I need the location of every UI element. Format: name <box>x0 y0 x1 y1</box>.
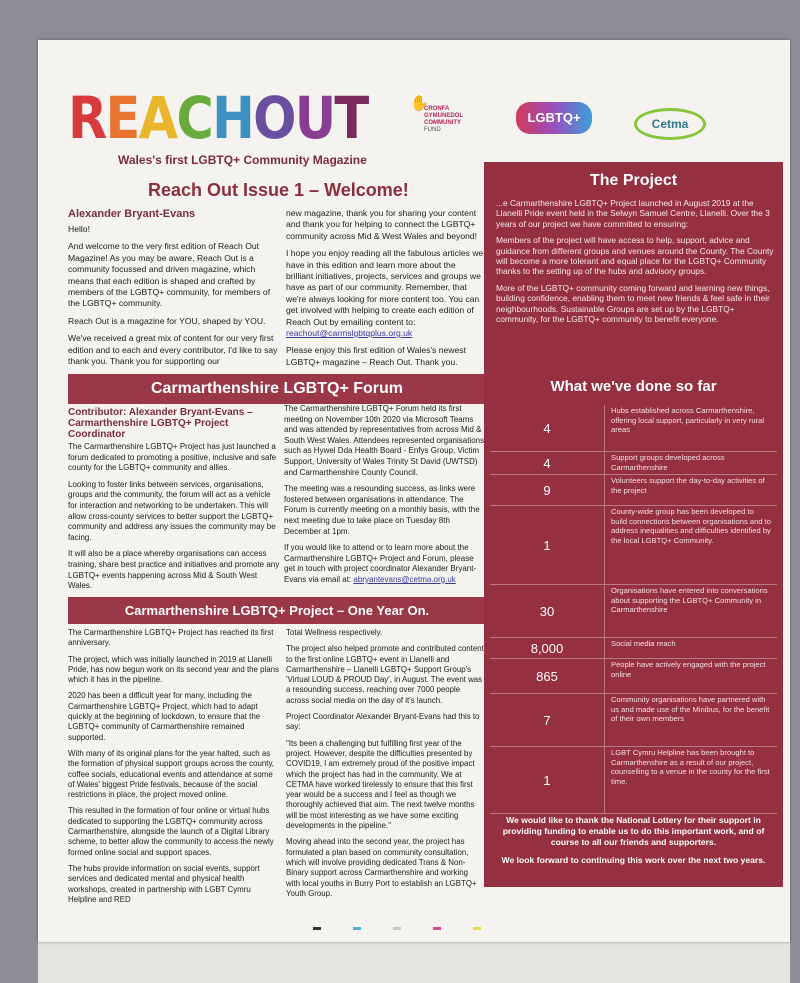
stat-row <box>490 405 777 452</box>
sidebar-title: The Project <box>589 172 678 189</box>
tagline: Wales's first LGBTQ+ Community Magazine <box>118 153 367 167</box>
print-registration-mark <box>353 927 361 930</box>
masthead-logo <box>68 86 367 150</box>
stat-description: Hubs established across Carmarthenshire, offering local support, particularly in very rural areas <box>611 406 765 435</box>
stat-row <box>490 506 777 585</box>
welcome-byline: Alexander Bryant-Evans <box>68 208 196 220</box>
stat-value: 30 <box>490 585 605 637</box>
welcome-column-1: Hello! And welcome to the very first edition of Reach Out Magazine! As you may be aware, Reach Out is a community focussed and driven magazine, which means that each edition is shaped and crafted by members of the LGBTQ+ community, for members of the LGBTQ+ community. Reach Out is a magazine for YOU, shaped by YOU. We've received a great mix of content for our very first edition and to each and every contributor, I'd like to say thank you. Thank you for supporting our <box>68 224 278 367</box>
forum-column-2: The Carmarthenshire LGBTQ+ Forum held its first meeting on November 10th 2020 via Microsoft Teams and was attended by representatives from across Mid & South West Wales. Attendees represented organisations such as Hywel Dda Health Board - Enfys Group, Victim Support, University of Wales Trinity St David (UWTSD) and Carmarthenshire County Council. The meeting was a resounding success, as links were fostered between organisations in attendance. The Forum is currently meeting on a monthly basis, with the next meeting due to take place on Tuesday 8th December at 1pm. If you would like to attend or to learn more about the Carmarthenshire LGBTQ+ Project and Forum, please get in touch with project coordinator Alexander Bryant-Evans via email at: abryantevans@cetma.org.uk <box>284 404 485 584</box>
print-registration-mark <box>473 927 481 930</box>
stat-row <box>490 747 777 814</box>
stat-value: 1 <box>490 506 605 584</box>
welcome-column-2: new magazine, thank you for sharing your content and thank you for helping to connect the LGBTQ+ community across Mid & West Wales and beyond! I hope you enjoy reading all the fabulous articles we have in this edition and learn more about the brilliant initiatives, projects, services and groups we have as part of our community. Remember, that we're always looking for more content too. You can get involved with helping to create each edition of Reach Out by emailing content to: reachout@carmslgbtqplus.org.uk Please enjoy this first edition of Wales's newest LGBTQ+ magazine – Reach Out. Thank you. <box>286 208 484 367</box>
masthead-letter: A <box>138 84 177 152</box>
print-registration-mark <box>313 927 321 930</box>
masthead-letter: U <box>294 84 335 152</box>
stat-description: County-wide group has been developed to build connections between organisations and to address inequalities and difficulties identified by the local LGBTQ+ Community. <box>611 507 772 545</box>
masthead-letter: T <box>334 84 368 152</box>
sidebar-thanks: We would like to thank the National Lottery for their support in providing funding to enable us to do this important work, and of course to all our friends and supporters. We look forward to continuing this work over the next two years. <box>501 815 766 865</box>
stat-value: 9 <box>490 475 605 505</box>
forum-email-link[interactable]: abryantevans@cetma.org.uk <box>353 574 456 584</box>
magazine-page <box>38 40 790 942</box>
masthead-letter: H <box>212 84 254 152</box>
masthead-letter: C <box>176 84 213 152</box>
stat-value: 4 <box>490 405 605 451</box>
reachout-email-link[interactable]: reachout@carmslgbtqplus.org.uk <box>286 328 413 339</box>
forum-heading: Carmarthenshire LGBTQ+ Forum <box>68 374 486 404</box>
one-year-heading: Carmarthenshire LGBTQ+ Project – One Year On. <box>68 597 486 624</box>
masthead-letter: R <box>68 84 106 152</box>
one-year-column-2: Total Wellness respectively. The project also helped promote and contributed content to the first online LGBTQ+ event in Llanelli and Carmarthenshire – Llanelli LGBTQ+ Support Group's 'Virtual LOUD & PROUD Day', in August. The event was a resounding success, reaching over 7000 people across social media on the day of it's launch. Project Coordinator Alexander Bryant-Evans had this to say: "Its been a challenging but fulfilling first year of the project. However, despite the difficulties presented by COVID19, I am extremely proud of the positive impact which the project has had in the community. We at CETMA have worked tirelessly to ensure that this first year would be a success and I feel as though we thoroughly achieved that aim. The next twelve months will be most interesting as we have some exciting developments in the pipeline." Moving ahead into the second year, the project has formulated a plan based on community consultation, which will involve providing dedicated Trans & Non-Binary support across Carmarthenshire and working with local youths in Burry Port to establish an LGBTQ+ Youth Group. <box>286 628 484 898</box>
stat-row <box>490 585 777 638</box>
hand-icon: ✋ <box>410 95 429 112</box>
done-so-far-heading: What we've done so far <box>550 378 717 395</box>
stat-description: Social media reach <box>611 639 676 648</box>
masthead-letter: O <box>253 84 295 152</box>
cetma-logo: Cetma <box>634 108 706 140</box>
stat-row <box>490 659 777 694</box>
stat-description: Community organisations have partnered with us and made use of the Minibus, for the benefit of their own members <box>611 695 770 724</box>
stat-value: 8,000 <box>490 638 605 658</box>
stat-row <box>490 694 777 747</box>
stat-description: Organisations have entered into conversations about supporting the LGBTQ+ Community in Carmarthenshire <box>611 586 768 615</box>
stat-row <box>490 452 777 475</box>
stat-value: 7 <box>490 694 605 746</box>
stat-value: 865 <box>490 659 605 693</box>
stat-description: People have actively engaged with the project online <box>611 660 766 679</box>
stat-value: 4 <box>490 452 605 474</box>
stat-row <box>490 475 777 506</box>
stat-value: 1 <box>490 747 605 813</box>
one-year-column-1: The Carmarthenshire LGBTQ+ Project has reached its first anniversary. The project, which was initially launched in 2019 at Llanelli Pride, has now begun work on its second year and the plans which it has in the pipeline. 2020 has been a difficult year for many, including the Carmarthenshire LGBTQ+ Project, which had to adapt quickly at the beginning of lockdown, to ensure that the LGBTQ+ community of Carmarthenshire remained supported. With many of its original plans for the year halted, such as the formation of physical support groups across the county, coffee socials, educational events and attendance at some of Wales' biggest Pride festivals, because of the social restrictions in place, the project moved online. This resulted in the formation of four online or virtual hubs dedicated to supporting the LGBTQ+ community across Carmarthenshire, alongside the launch of a Digital Library scheme, to better allow the community to access the newly formed online social and support spaces. The hubs provide information on social events, support services and dedicated mental and physical health workshops, created in partnership with LGBT Cymru Helpline and RED <box>68 628 279 904</box>
sidebar-intro: ...e Carmarthenshire LGBTQ+ Project launched in August 2019 at the Llanelli Pride event held in the Selwyn Samuel Centre, Llanelli. Over the 3 years of our project we have committed to ensuring: Members of the project will have access to help, support, advice and guidance from different groups and venues around the County. The County will become a more tolerant and equal place for the LGBTQ+ Community thanks to the setting up of the hubs and advisory groups. More of the LGBTQ+ community coming forward and learning new things, building confidence, enabling them to meet new friends & feel safe in their neighbourhoods. Sustainable Groups are set up by the LGBTQ+ community, for the LGBTQ+ community to benefit everyone. <box>496 198 774 325</box>
project-sidebar <box>484 162 783 887</box>
stats-table <box>490 405 777 814</box>
masthead-letter: E <box>105 84 139 152</box>
print-registration-mark <box>433 927 441 930</box>
print-registration-mark <box>393 927 401 930</box>
lgbtq-logo: LGBTQ+ <box>516 102 592 134</box>
community-fund-logo: ✋ CRONFA GYMUNEDOL COMMUNITY FUND <box>410 95 463 133</box>
forum-contributor: Contributor: Alexander Bryant-Evans – Carmarthenshire LGBTQ+ Project Coordinator <box>68 407 253 440</box>
stat-description: Support groups developed across Carmarthenshire <box>611 453 725 472</box>
paper-shadow-edge <box>38 942 790 983</box>
welcome-heading: Reach Out Issue 1 – Welcome! <box>148 180 409 200</box>
stat-description: Volunteers support the day-to-day activities of the project <box>611 476 765 495</box>
stat-row <box>490 638 777 659</box>
forum-column-1: The Carmarthenshire LGBTQ+ Project has just launched a forum dedicated to promoting a positive, inclusive and safe county for the LGBTQ+ community and allies. Looking to foster links between services, organisations, groups and the community, the forum will act as a vehicle for interaction and networking to be undertaken. This will allow cross-county services to better support the LGBTQ+ community and address any issues the community may be facing. It will also be a place whereby organisations can access training, share best practice and initiatives and promote any LGBTQ+ events happening across Mid & South West Wales. <box>68 442 280 591</box>
stat-description: LGBT Cymru Helpline has been brought to Carmarthenshire as a result of our project, counselling to a venue in the county for the first time. <box>611 748 770 786</box>
